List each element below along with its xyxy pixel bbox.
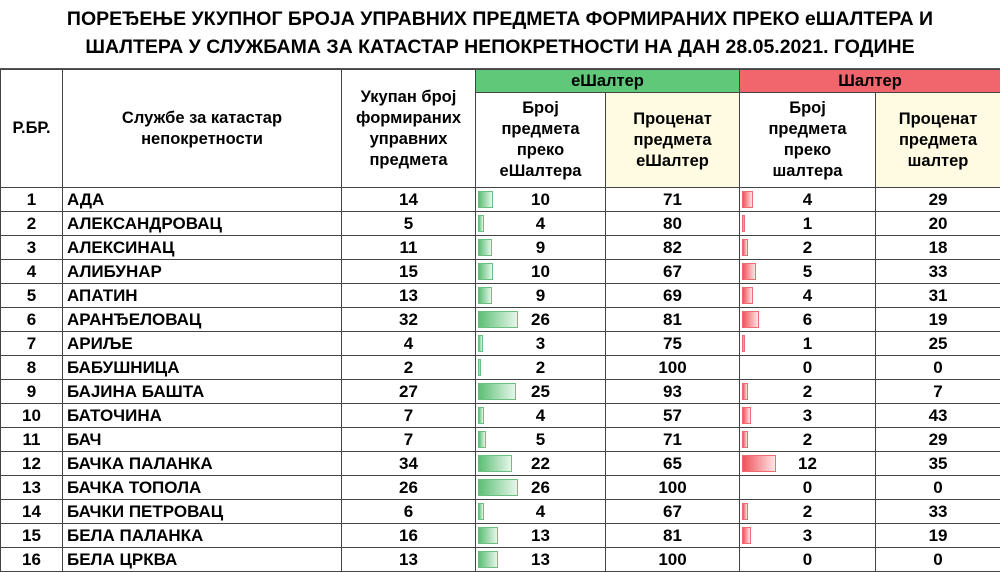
eshalter-count: [476, 476, 606, 500]
eshalter-count-value: 13: [531, 526, 550, 545]
shalter-count: [740, 308, 876, 332]
shalter-data-bar: [742, 407, 751, 424]
shalter-percent: 35: [876, 452, 1000, 476]
service-name: БАЈИНА БАШТА: [63, 380, 342, 404]
eshalter-count: [476, 500, 606, 524]
shalter-count: [740, 524, 876, 548]
table-row: [1, 476, 1000, 500]
row-number: 3: [1, 236, 63, 260]
eshalter-percent: 100: [606, 548, 740, 572]
eshalter-data-bar: [478, 551, 498, 568]
eshalter-count: [476, 332, 606, 356]
table-row: [1, 452, 1000, 476]
shalter-data-bar: [742, 455, 776, 472]
row-number: 15: [1, 524, 63, 548]
total-count: 15: [342, 260, 476, 284]
eshalter-percent: 71: [606, 188, 740, 212]
eshalter-count-value: 9: [536, 238, 545, 257]
title-line-2: ШАЛТЕРА У СЛУЖБАМА ЗА КАТАСТАР НЕПОКРЕТНОСТИ НА ДАН 28.05.2021. ГОДИНЕ: [0, 33, 1000, 61]
eshalter-count-value: 9: [536, 286, 545, 305]
service-name: АПАТИН: [63, 284, 342, 308]
shalter-data-bar: [742, 215, 745, 232]
header-service: Службе за катастар непокретности: [63, 70, 342, 188]
header-e-count: Број предмета преко еШалтера: [476, 93, 606, 188]
shalter-percent: 25: [876, 332, 1000, 356]
shalter-count-value: 0: [803, 550, 812, 569]
shalter-data-bar: [742, 503, 748, 520]
title-line-1: ПОРЕЂЕЊЕ УКУПНОГ БРОЈА УПРАВНИХ ПРЕДМЕТА ФОРМИРАНИХ ПРЕКО еШАЛТЕРА И: [0, 5, 1000, 33]
shalter-data-bar: [742, 527, 751, 544]
shalter-count: [740, 188, 876, 212]
table-row: [1, 236, 1000, 260]
total-count: 2: [342, 356, 476, 380]
table-row: [1, 212, 1000, 236]
shalter-count: [740, 212, 876, 236]
header-s-pct: Проценат предмета шалтер: [876, 93, 1000, 188]
eshalter-count-value: 13: [531, 550, 550, 569]
shalter-percent: 0: [876, 548, 1000, 572]
eshalter-percent: 100: [606, 356, 740, 380]
table-title: [0, 0, 1000, 69]
service-name: БАЧКИ ПЕТРОВАЦ: [63, 500, 342, 524]
table-row: [1, 500, 1000, 524]
shalter-data-bar: [742, 335, 745, 352]
shalter-count-value: 1: [803, 214, 812, 233]
eshalter-count-value: 22: [531, 454, 550, 473]
row-number: 12: [1, 452, 63, 476]
shalter-percent: 33: [876, 500, 1000, 524]
total-count: 32: [342, 308, 476, 332]
service-name: БЕЛА ЦРКВА: [63, 548, 342, 572]
eshalter-count: [476, 212, 606, 236]
eshalter-count-value: 25: [531, 382, 550, 401]
table-row: [1, 332, 1000, 356]
eshalter-percent: 80: [606, 212, 740, 236]
row-number: 10: [1, 404, 63, 428]
service-name: БАЧКА ТОПОЛА: [63, 476, 342, 500]
shalter-count-value: 5: [803, 262, 812, 281]
table-row: [1, 356, 1000, 380]
eshalter-percent: 81: [606, 308, 740, 332]
row-number: 16: [1, 548, 63, 572]
shalter-count-value: 12: [798, 454, 817, 473]
eshalter-data-bar: [478, 503, 484, 520]
service-name: АЛЕКСАНДРОВАЦ: [63, 212, 342, 236]
eshalter-count: [476, 188, 606, 212]
eshalter-count-value: 26: [531, 478, 550, 497]
eshalter-data-bar: [478, 191, 493, 208]
shalter-percent: 19: [876, 308, 1000, 332]
eshalter-count: [476, 356, 606, 380]
shalter-data-bar: [742, 311, 759, 328]
service-name: БАЧКА ПАЛАНКА: [63, 452, 342, 476]
eshalter-count-value: 4: [536, 214, 545, 233]
eshalter-count: [476, 380, 606, 404]
shalter-count-value: 2: [803, 382, 812, 401]
row-number: 4: [1, 260, 63, 284]
shalter-count-value: 0: [803, 478, 812, 497]
eshalter-count: [476, 284, 606, 308]
shalter-percent: 33: [876, 260, 1000, 284]
eshalter-count: [476, 452, 606, 476]
eshalter-percent: 65: [606, 452, 740, 476]
row-number: 6: [1, 308, 63, 332]
header-s-count: Број предмета преко шалтера: [740, 93, 876, 188]
shalter-count: [740, 356, 876, 380]
shalter-data-bar: [742, 191, 753, 208]
shalter-count-value: 2: [803, 502, 812, 521]
total-count: 14: [342, 188, 476, 212]
eshalter-data-bar: [478, 527, 498, 544]
shalter-percent: 18: [876, 236, 1000, 260]
shalter-data-bar: [742, 287, 753, 304]
eshalter-percent: 69: [606, 284, 740, 308]
eshalter-percent: 71: [606, 428, 740, 452]
table-row: [1, 308, 1000, 332]
shalter-percent: 0: [876, 476, 1000, 500]
total-count: 6: [342, 500, 476, 524]
shalter-count-value: 4: [803, 286, 812, 305]
header-rb: Р.БР.: [1, 70, 63, 188]
shalter-count: [740, 548, 876, 572]
eshalter-count: [476, 236, 606, 260]
shalter-data-bar: [742, 431, 748, 448]
eshalter-data-bar: [478, 287, 492, 304]
service-name: БАЧ: [63, 428, 342, 452]
row-number: 5: [1, 284, 63, 308]
eshalter-percent: 100: [606, 476, 740, 500]
eshalter-percent: 82: [606, 236, 740, 260]
eshalter-count-value: 4: [536, 406, 545, 425]
row-number: 11: [1, 428, 63, 452]
shalter-data-bar: [742, 239, 748, 256]
eshalter-count-value: 2: [536, 358, 545, 377]
total-count: 27: [342, 380, 476, 404]
eshalter-data-bar: [478, 383, 516, 400]
eshalter-data-bar: [478, 455, 512, 472]
table-row: [1, 380, 1000, 404]
shalter-count-value: 6: [803, 310, 812, 329]
shalter-count: [740, 428, 876, 452]
table-row: [1, 188, 1000, 212]
total-count: 4: [342, 332, 476, 356]
total-count: 26: [342, 476, 476, 500]
shalter-percent: 29: [876, 188, 1000, 212]
eshalter-count-value: 3: [536, 334, 545, 353]
shalter-count: [740, 260, 876, 284]
table-row: [1, 284, 1000, 308]
table-row: [1, 524, 1000, 548]
cases-table: [0, 69, 1000, 572]
shalter-percent: 43: [876, 404, 1000, 428]
shalter-data-bar: [742, 383, 748, 400]
shalter-count-value: 3: [803, 526, 812, 545]
eshalter-percent: 57: [606, 404, 740, 428]
shalter-count-value: 3: [803, 406, 812, 425]
shalter-count: [740, 236, 876, 260]
shalter-count: [740, 452, 876, 476]
eshalter-data-bar: [478, 407, 484, 424]
row-number: 14: [1, 500, 63, 524]
shalter-count-value: 4: [803, 190, 812, 209]
total-count: 16: [342, 524, 476, 548]
total-count: 34: [342, 452, 476, 476]
service-name: АЛИБУНАР: [63, 260, 342, 284]
eshalter-count-value: 10: [531, 190, 550, 209]
total-count: 13: [342, 284, 476, 308]
eshalter-count-value: 5: [536, 430, 545, 449]
eshalter-data-bar: [478, 479, 518, 496]
header-group-eshalter: еШалтер: [476, 70, 740, 93]
eshalter-data-bar: [478, 239, 492, 256]
eshalter-data-bar: [478, 263, 493, 280]
eshalter-data-bar: [478, 311, 518, 328]
service-name: АЛЕКСИНАЦ: [63, 236, 342, 260]
eshalter-percent: 81: [606, 524, 740, 548]
shalter-count: [740, 404, 876, 428]
service-name: БАБУШНИЦА: [63, 356, 342, 380]
row-number: 13: [1, 476, 63, 500]
eshalter-data-bar: [478, 215, 484, 232]
eshalter-data-bar: [478, 359, 481, 376]
shalter-percent: 0: [876, 356, 1000, 380]
shalter-count-value: 2: [803, 238, 812, 257]
total-count: 11: [342, 236, 476, 260]
eshalter-count-value: 4: [536, 502, 545, 521]
service-name: АРАНЂЕЛОВАЦ: [63, 308, 342, 332]
total-count: 13: [342, 548, 476, 572]
row-number: 2: [1, 212, 63, 236]
shalter-count-value: 0: [803, 358, 812, 377]
total-count: 7: [342, 404, 476, 428]
table-row: [1, 428, 1000, 452]
eshalter-data-bar: [478, 431, 486, 448]
header-e-pct: Проценат предмета еШалтер: [606, 93, 740, 188]
header-group-shalter: Шалтер: [740, 70, 1000, 93]
total-count: 5: [342, 212, 476, 236]
eshalter-count: [476, 548, 606, 572]
service-name: АДА: [63, 188, 342, 212]
table-row: [1, 548, 1000, 572]
eshalter-count: [476, 308, 606, 332]
eshalter-count-value: 10: [531, 262, 550, 281]
eshalter-percent: 67: [606, 500, 740, 524]
eshalter-count: [476, 524, 606, 548]
row-number: 1: [1, 188, 63, 212]
shalter-count: [740, 284, 876, 308]
shalter-percent: 31: [876, 284, 1000, 308]
shalter-percent: 29: [876, 428, 1000, 452]
header-total: Укупан број формираних управних предмета: [342, 70, 476, 188]
table-row: [1, 260, 1000, 284]
eshalter-count-value: 26: [531, 310, 550, 329]
row-number: 9: [1, 380, 63, 404]
eshalter-count: [476, 428, 606, 452]
shalter-data-bar: [742, 263, 756, 280]
shalter-count-value: 1: [803, 334, 812, 353]
shalter-percent: 20: [876, 212, 1000, 236]
eshalter-count: [476, 404, 606, 428]
service-name: БАТОЧИНА: [63, 404, 342, 428]
eshalter-percent: 67: [606, 260, 740, 284]
shalter-count: [740, 500, 876, 524]
eshalter-percent: 93: [606, 380, 740, 404]
eshalter-count: [476, 260, 606, 284]
table-row: [1, 404, 1000, 428]
shalter-count: [740, 380, 876, 404]
service-name: БЕЛА ПАЛАНКА: [63, 524, 342, 548]
row-number: 7: [1, 332, 63, 356]
total-count: 7: [342, 428, 476, 452]
row-number: 8: [1, 356, 63, 380]
service-name: АРИЉЕ: [63, 332, 342, 356]
eshalter-data-bar: [478, 335, 483, 352]
shalter-count: [740, 332, 876, 356]
shalter-percent: 19: [876, 524, 1000, 548]
eshalter-percent: 75: [606, 332, 740, 356]
shalter-count-value: 2: [803, 430, 812, 449]
shalter-percent: 7: [876, 380, 1000, 404]
shalter-count: [740, 476, 876, 500]
